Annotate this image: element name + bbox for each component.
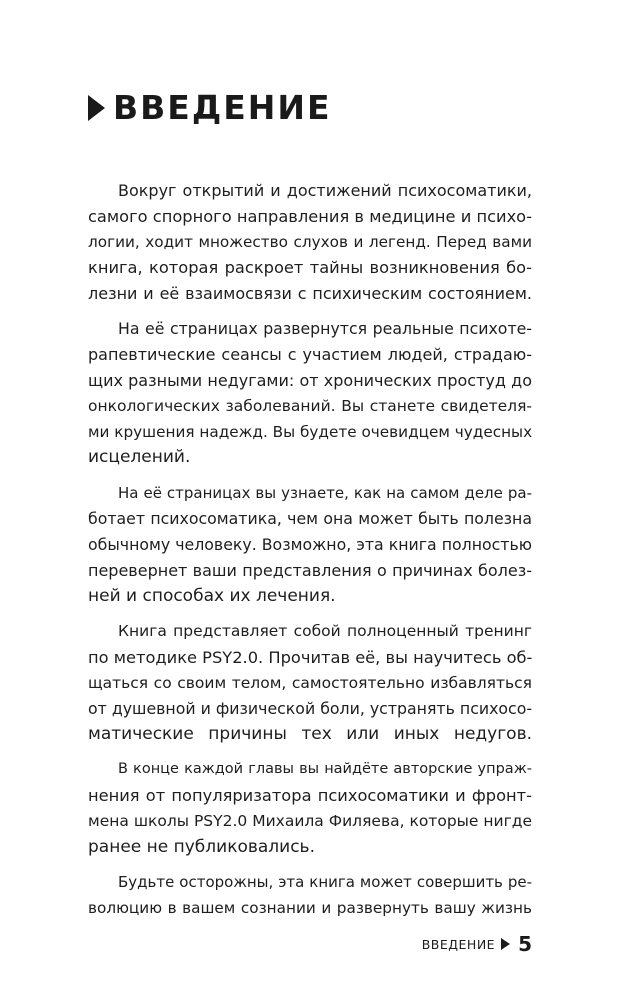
- body-text: [88, 178, 532, 921]
- text-line: от душевной и физической боли, устранять психосо-: [88, 699, 533, 719]
- text-line: лезни и её взаимосвязи с психическим состоянием.: [88, 284, 532, 304]
- paragraph: [88, 178, 532, 307]
- text-line: На её страницах развернутся реальные психоте-: [118, 319, 532, 339]
- text-line: В конце каждой главы вы найдёте авторские упраж-: [118, 761, 532, 778]
- text-line: по методике PSY2.0. Прочитав её, вы научитесь об-: [88, 647, 533, 667]
- text-line: Книга представляет собой полноценный тренинг: [118, 621, 532, 640]
- text-line: книга, которая раскроет тайны возникновения бо-: [88, 258, 532, 278]
- text-line: ми крушения надежд. Вы будете очевидцем чудесных: [88, 422, 533, 441]
- text-line: логии, ходит множество слухов и легенд. Перед вами: [88, 232, 532, 251]
- paragraph: [88, 619, 532, 748]
- text-line: онкологических заболеваний. Вы станете свидетеля-: [88, 396, 532, 415]
- text-line: волюцию в вашем сознании и развернуть вашу жизнь: [88, 898, 532, 917]
- paragraph: [88, 481, 532, 610]
- chapter-heading: [88, 86, 332, 130]
- running-footer: [422, 932, 532, 956]
- triangle-marker-icon: [88, 95, 105, 121]
- text-line: обычному человеку. Возможно, эта книга полностью: [88, 535, 532, 555]
- text-line: рапевтические сеансы с участием людей, страдаю-: [88, 345, 532, 365]
- text-line: ней и способах их лечения.: [88, 585, 336, 606]
- text-line: мена школы PSY2.0 Михаила Филяева, которые нигде: [88, 811, 532, 830]
- text-line: исцелений.: [88, 447, 191, 468]
- text-line: перевернет ваши представления о причинах болез-: [88, 560, 532, 580]
- text-line: нения от популяризатора психосоматики и фронт-: [88, 786, 532, 806]
- page-number: 5: [518, 932, 532, 956]
- text-line: На её страницах вы узнаете, как на самом деле ра-: [118, 483, 532, 502]
- text-line: самого спорного направления в медицине и психо-: [88, 206, 532, 226]
- text-line: Будьте осторожны, эта книга может совершить ре-: [118, 872, 532, 891]
- text-line: щих разными недугами: от хронических простуд до: [88, 370, 532, 390]
- footer-section-label: ВВЕДЕНИЕ: [421, 936, 496, 952]
- text-line: Вокруг открытий и достижений психосоматики,: [118, 181, 532, 200]
- text-line: ботает психосоматика, чем она может быть полезна: [88, 509, 532, 529]
- chapter-title: ВВЕДЕНИЕ: [113, 88, 332, 127]
- triangle-marker-icon: [501, 938, 510, 950]
- text-line: щаться со своим телом, самостоятельно избавляться: [88, 673, 532, 692]
- text-line: ранее не публиковались.: [88, 836, 315, 857]
- paragraph: [88, 316, 532, 471]
- paragraph: [88, 757, 532, 860]
- text-line: матические причины тех или иных недугов.: [88, 724, 532, 745]
- paragraph: [88, 870, 532, 922]
